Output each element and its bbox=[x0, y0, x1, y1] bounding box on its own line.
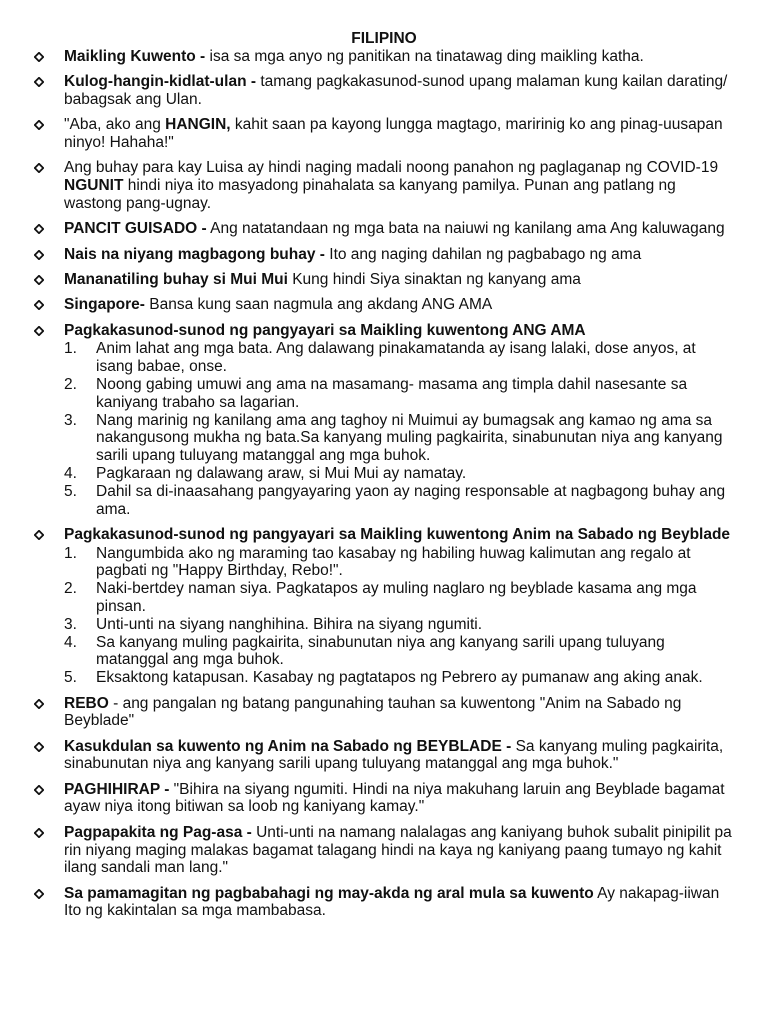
sublist-item bbox=[64, 340, 734, 376]
item-description: Unti-unti na namang nalalagas ang kaniyang buhok subalit pinipilit pa rin niyang maging malakas bagamat talagang hindi na kaya ng kaniyang paang tumayo ng kahit ilang sandali man lang." bbox=[64, 823, 732, 877]
sublist-number: 1. bbox=[64, 340, 77, 358]
sublist-item bbox=[64, 483, 734, 519]
sublist-text: Eksaktong katapusan. Kasabay ng pagtatapos ng Pebrero ay pumanaw ang aking anak. bbox=[96, 669, 703, 687]
item-term: Mananatiling buhay si Mui Mui bbox=[64, 270, 288, 288]
item-prefix-text: "Aba, ako ang bbox=[64, 116, 166, 134]
diamond-bullet-icon bbox=[34, 300, 44, 310]
item-text bbox=[64, 116, 734, 152]
numbered-sublist bbox=[64, 340, 734, 518]
item-text bbox=[64, 246, 734, 264]
diamond-bullet-icon bbox=[34, 275, 44, 285]
item-term: Pagkakasunod-sunod ng pangyayari sa Maikling kuwentong ANG AMA bbox=[64, 321, 586, 339]
item-term: NGUNIT bbox=[64, 177, 124, 195]
item-description: Kung hindi Siya sinaktan ng kanyang ama bbox=[287, 270, 581, 288]
item-text bbox=[64, 695, 734, 731]
diamond-bullet-icon bbox=[34, 52, 44, 62]
item-description: "Bihira na siyang ngumiti. Hindi na niya makuhang laruin ang Beyblade bagamat ayaw niya itong bitiwan sa loob ng kaniyang kamay." bbox=[64, 780, 725, 816]
item-description: - ang pangalan ng batang pangunahing tauhan sa kuwentong "Anim na Sabado ng Beyblade" bbox=[64, 694, 682, 730]
item-text bbox=[64, 322, 734, 340]
item-text bbox=[64, 738, 734, 774]
sublist-text: Nang marinig ng kanilang ama ang taghoy ni Muimui ay bumagsak ang kamao ng ama sa nakangusong mukha ng bata.Sa kanyang muling pagkairita, sinabunutan niya ang kanyang sarili upang tuluyang matanggal ang mga buhok. bbox=[96, 411, 723, 465]
item-term: REBO bbox=[64, 694, 109, 712]
diamond-bullet-icon bbox=[34, 224, 44, 234]
item-description: hindi niya ito masyadong pinahalata sa kanyang pamilya. Punan ang patlang ng wastong pang-ugnay. bbox=[64, 177, 676, 213]
list-item bbox=[34, 296, 734, 314]
item-description: Ito ang naging dahilan ng pagbabago ng ama bbox=[324, 245, 642, 263]
item-description: isa sa mga anyo ng panitikan na tinatawag ding maikling katha. bbox=[205, 48, 644, 65]
item-text bbox=[64, 781, 734, 817]
item-text bbox=[64, 159, 734, 212]
item-description: Bansa kung saan nagmula ang akdang ANG AMA bbox=[144, 296, 493, 314]
item-text bbox=[64, 296, 734, 314]
sublist-text: Noong gabing umuwi ang ama na masamang- masama ang timpla dahil nasesante sa kaniyang trabaho sa lagarian. bbox=[96, 375, 688, 411]
sublist-number: 5. bbox=[64, 482, 77, 500]
sublist-item bbox=[64, 412, 734, 465]
item-description: tamang pagkakasunod-sunod upang malaman kung kailan darating/ babagsak ang Ulan. bbox=[64, 73, 728, 109]
list-item bbox=[34, 824, 734, 877]
item-description: kahit saan pa kayong lungga magtago, maririnig ko ang pinag-uusapan ninyo! Hahaha!" bbox=[64, 116, 723, 152]
sublist-number: 5. bbox=[64, 669, 77, 687]
diamond-bullet-icon bbox=[34, 828, 44, 838]
item-text bbox=[64, 48, 734, 66]
item-prefix-text: Ang buhay para kay Luisa ay hindi naging madali noong panahon ng paglaganap ng COVID-19 bbox=[64, 159, 719, 177]
list-item bbox=[34, 271, 734, 289]
numbered-sublist bbox=[64, 545, 734, 687]
sublist-item bbox=[64, 634, 734, 670]
item-term: Singapore- bbox=[64, 296, 145, 314]
diamond-bullet-icon bbox=[34, 742, 44, 752]
sublist-number: 3. bbox=[64, 615, 77, 633]
item-description: Ang natatandaan ng mga bata na naiuwi ng kanilang ama Ang kaluwagang bbox=[206, 220, 725, 238]
item-text bbox=[64, 885, 734, 921]
item-text bbox=[64, 526, 734, 544]
item-text bbox=[64, 824, 734, 877]
sublist-number: 2. bbox=[64, 580, 77, 598]
sublist-number: 4. bbox=[64, 464, 77, 482]
list-item bbox=[34, 695, 734, 731]
sublist-item bbox=[64, 616, 734, 634]
item-description: Ay nakapag-iiwan Ito ng kakintalan sa mga mambabasa. bbox=[64, 884, 720, 920]
list-item bbox=[34, 781, 734, 817]
diamond-bullet-icon bbox=[34, 530, 44, 540]
sublist-text: Unti-unti na siyang nanghihina. Bihira na siyang ngumiti. bbox=[96, 615, 483, 633]
sublist-number: 2. bbox=[64, 375, 77, 393]
list-item bbox=[34, 738, 734, 774]
sublist-item bbox=[64, 669, 734, 687]
item-text bbox=[64, 271, 734, 289]
sublist-text: Dahil sa di-inaasahang pangyayaring yaon ay naging responsable at nagbagong buhay ang ama. bbox=[96, 482, 726, 518]
list-item bbox=[34, 116, 734, 152]
list-item bbox=[34, 885, 734, 921]
document-title: FILIPINO bbox=[351, 30, 417, 47]
item-term: PAGHIHIRAP - bbox=[64, 780, 170, 798]
sublist-item bbox=[64, 465, 734, 483]
item-description: Sa kanyang muling pagkairita, sinabunutan niya ang kanyang sarili upang tuluyang matanggal ang mga buhok." bbox=[64, 737, 724, 773]
sublist-text: Sa kanyang muling pagkairita, sinabunutan niya ang kanyang sarili upang tuluyang matanggal ang mga buhok. bbox=[96, 633, 665, 669]
item-term: Nais na niyang magbagong buhay - bbox=[64, 245, 325, 263]
item-term: Pagkakasunod-sunod ng pangyayari sa Maikling kuwentong Anim na Sabado ng Beyblade bbox=[64, 525, 731, 543]
item-term: HANGIN, bbox=[165, 116, 231, 134]
diamond-bullet-icon bbox=[34, 889, 44, 899]
diamond-bullet-icon bbox=[34, 699, 44, 709]
list-item bbox=[34, 322, 734, 519]
item-term: Kulog-hangin-kidlat-ulan - bbox=[64, 73, 257, 91]
diamond-bullet-icon bbox=[34, 785, 44, 795]
item-term: PANCIT GUISADO - bbox=[64, 220, 207, 238]
list-item bbox=[34, 73, 734, 109]
sublist-number: 4. bbox=[64, 633, 77, 651]
list-item bbox=[34, 159, 734, 212]
sublist-item bbox=[64, 545, 734, 581]
diamond-bullet-icon bbox=[34, 120, 44, 130]
sublist-text: Anim lahat ang mga bata. Ang dalawang pinakamatanda ay isang lalaki, dose anyos, at isang babae, onse. bbox=[96, 340, 696, 376]
sublist-number: 3. bbox=[64, 411, 77, 429]
sublist-text: Pagkaraan ng dalawang araw, si Mui Mui ay namatay. bbox=[96, 464, 467, 482]
sublist-item bbox=[64, 376, 734, 412]
sublist-text: Nangumbida ako ng maraming tao kasabay ng habiling huwag kalimutan ang regalo at pagbati ng "Happy Birthday, Rebo!". bbox=[96, 544, 691, 580]
item-term: Kasukdulan sa kuwento ng Anim na Sabado ng BEYBLADE - bbox=[64, 737, 512, 755]
diamond-bullet-icon bbox=[34, 77, 44, 87]
list-item bbox=[34, 220, 734, 238]
item-text bbox=[64, 73, 734, 109]
sublist-text: Naki-bertdey naman siya. Pagkatapos ay muling naglaro ng beyblade kasama ang mga pinsan. bbox=[96, 580, 697, 616]
item-term: Pagpapakita ng Pag-asa - bbox=[64, 823, 252, 841]
item-term: Maikling Kuwento - bbox=[64, 48, 206, 65]
list-item bbox=[34, 526, 734, 687]
sublist-item bbox=[64, 580, 734, 616]
diamond-bullet-icon bbox=[34, 163, 44, 173]
item-term: Sa pamamagitan ng pagbabahagi ng may-akda ng aral mula sa kuwento bbox=[64, 884, 594, 902]
diamond-bullet-icon bbox=[34, 250, 44, 260]
sublist-number: 1. bbox=[64, 544, 77, 562]
notes-list bbox=[34, 48, 734, 920]
list-item bbox=[34, 48, 734, 66]
diamond-bullet-icon bbox=[34, 326, 44, 336]
item-text bbox=[64, 220, 734, 238]
list-item bbox=[34, 246, 734, 264]
